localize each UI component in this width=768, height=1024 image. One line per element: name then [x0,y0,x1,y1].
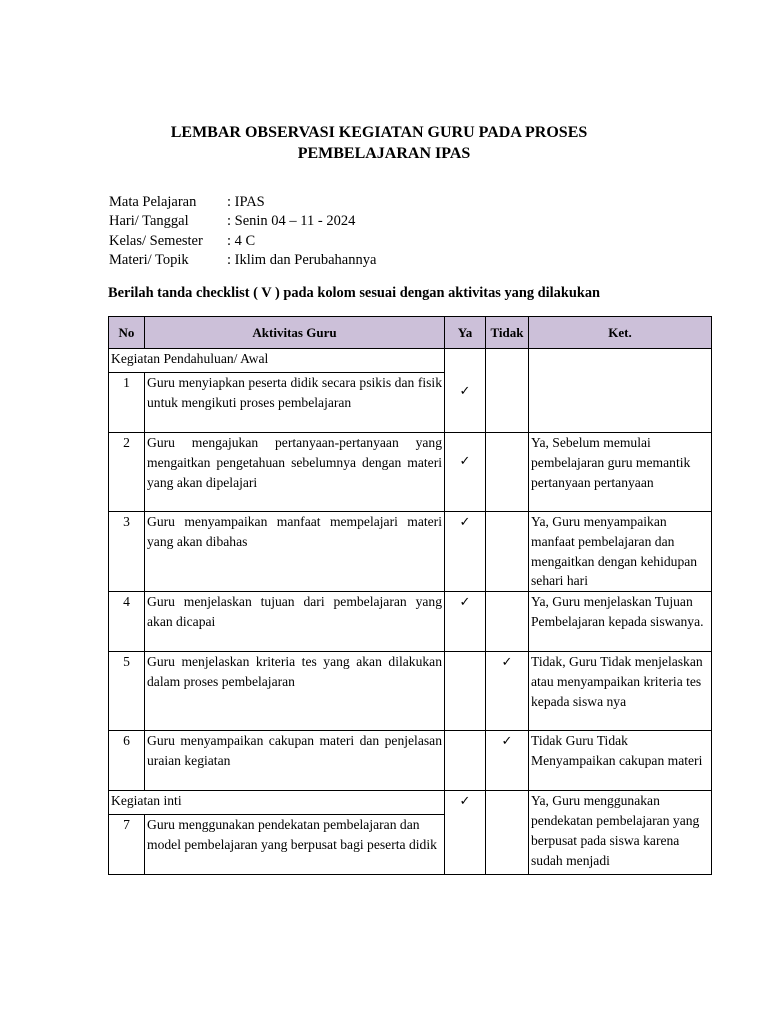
section-label-core: Kegiatan inti [109,791,445,815]
row-ket: Ya, Sebelum memulai pembelajaran guru memantik pertanyaan pertanyaan [529,433,712,512]
tidak-cell [486,433,529,512]
tidak-cell [486,731,529,791]
row-number: 5 [109,652,145,731]
ya-cell [445,433,486,512]
table-header-row [109,317,712,349]
document-title [0,122,768,164]
row-ket: Ya, Guru menggunakan pendekatan pembelajaran yang berpusat pada siswa karena sudah menjadi [529,791,712,875]
row-ket: Ya, Guru menjelaskan Tujuan Pembelajaran kepada siswanya. [529,592,712,652]
header-no: No [109,317,145,349]
check-mark-icon: ✓ [459,382,471,398]
row-number: 2 [109,433,145,512]
check-mark-icon: ✓ [501,733,513,749]
meta-row-class [109,232,376,251]
tidak-cell [486,349,529,433]
meta-label: Hari/ Tanggal [109,213,189,230]
check-mark-icon: ✓ [459,453,471,468]
row-number: 7 [109,815,145,875]
meta-row-subject [109,193,376,212]
meta-value: : Senin 04 – 11 - 2024 [227,213,356,230]
ya-cell [445,512,486,592]
title-line-2: PEMBELAJARAN IPAS [297,145,471,162]
tidak-cell [486,652,529,731]
section-row [109,791,712,815]
meta-value: : Iklim dan Perubahannya [227,251,377,268]
row-ket: Tidak, Guru Tidak menjelaskan atau menyampaikan kriteria tes kepada siswa nya [529,652,712,731]
check-mark-icon: ✓ [459,594,471,610]
tidak-cell [486,592,529,652]
row-ket: Tidak Guru Tidak Menyampaikan cakupan materi [529,731,712,791]
table-row [109,433,712,512]
row-activity: Guru menyiapkan peserta didik secara psikis dan fisik untuk mengikuti proses pembelajaran [145,373,445,433]
header-tidak: Tidak [486,317,529,349]
section-row [109,349,712,373]
row-activity: Guru menjelaskan tujuan dari pembelajaran yang akan dicapai [145,592,445,652]
title-line-1: LEMBAR OBSERVASI KEGIATAN GURU PADA PROSES [170,124,588,141]
ya-cell [445,349,486,433]
ya-cell [445,652,486,731]
meta-row-topic [109,251,376,270]
check-mark-icon: ✓ [459,514,471,529]
observation-table [108,316,712,875]
meta-label: Kelas/ Semester [109,232,203,249]
ya-cell [445,592,486,652]
check-mark-icon: ✓ [501,654,513,670]
ya-cell [445,731,486,791]
meta-row-date [109,212,376,231]
meta-value: : 4 C [227,232,256,249]
row-activity: Guru mengajukan pertanyaan-pertanyaan yang mengaitkan pengetahuan sebelumnya dengan materi yang akan dipelajari [145,433,445,512]
table-row [109,652,712,731]
table-row [109,512,712,592]
row-activity: Guru menyampaikan manfaat mempelajari materi yang akan dibahas [145,512,445,592]
header-ya: Ya [445,317,486,349]
row-activity: Guru menggunakan pendekatan pembelajaran dan model pembelajaran yang berpusat bagi peserta didik [145,815,445,875]
instruction-text: Berilah tanda checklist ( V ) pada kolom sesuai dengan aktivitas yang dilakukan [108,285,601,301]
row-number: 6 [109,731,145,791]
row-number: 3 [109,512,145,592]
row-ket: Ya, Guru menyampaikan manfaat pembelajaran dan mengaitkan dengan kehidupan sehari hari [529,512,712,592]
meta-value: : IPAS [227,194,265,210]
row-number: 4 [109,592,145,652]
row-activity: Guru menyampaikan cakupan materi dan penjelasan uraian kegiatan [145,731,445,791]
meta-label: Materi/ Topik [109,251,189,268]
ya-cell [445,791,486,875]
row-number: 1 [109,373,145,433]
table-row [109,731,712,791]
tidak-cell [486,512,529,592]
row-activity: Guru menjelaskan kriteria tes yang akan dilakukan dalam proses pembelajaran [145,652,445,731]
header-ket: Ket. [529,317,712,349]
ket-cell [529,349,712,433]
table-row [109,592,712,652]
tidak-cell [486,791,529,875]
meta-label: Mata Pelajaran [109,194,197,210]
check-mark-icon: ✓ [459,793,471,809]
section-label-intro: Kegiatan Pendahuluan/ Awal [109,349,445,373]
meta-info [109,193,376,270]
header-activity: Aktivitas Guru [145,317,445,349]
